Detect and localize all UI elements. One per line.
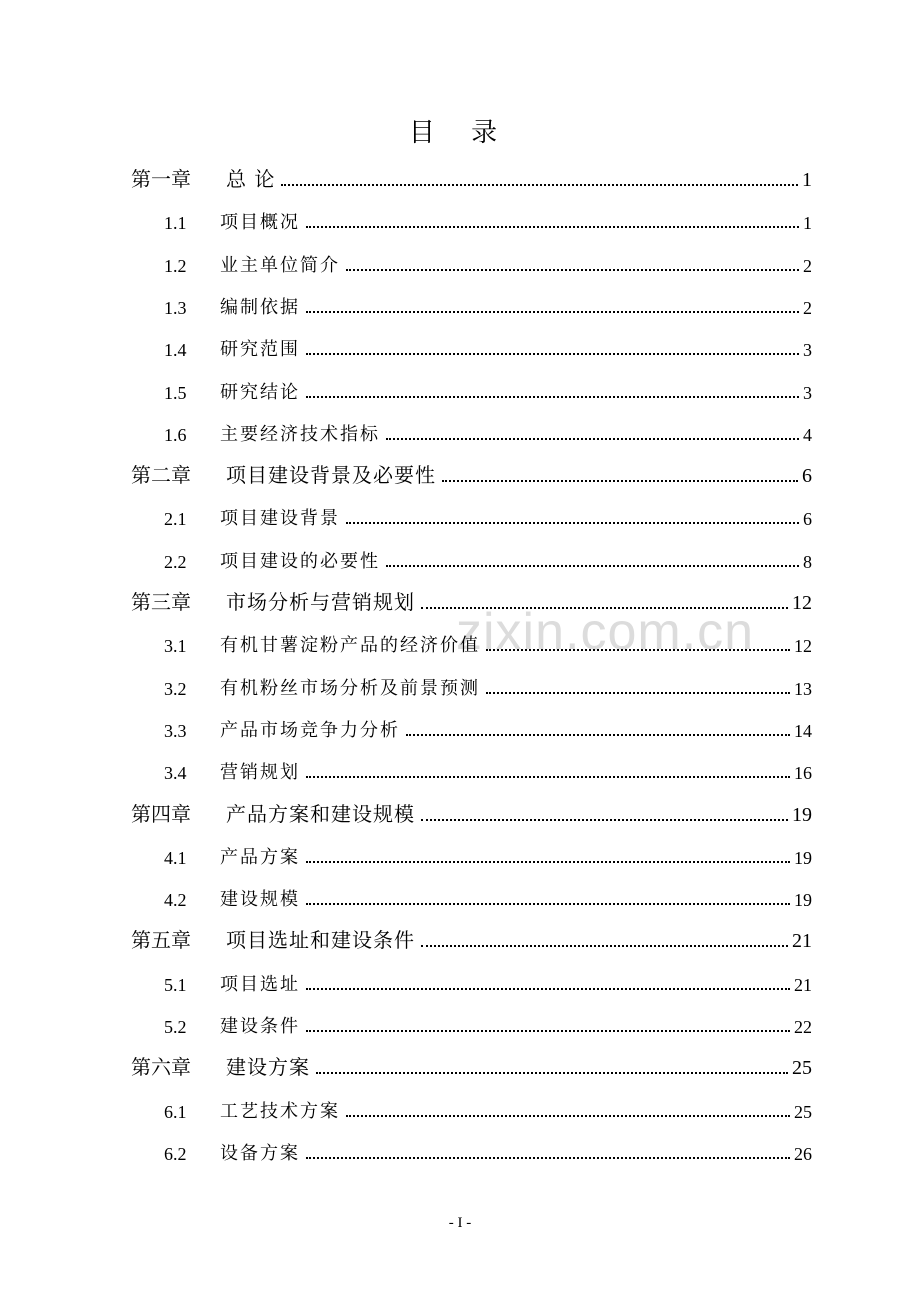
toc-entry-page: 6 [802,465,812,488]
toc-entry-number: 第三章 [131,590,191,614]
toc-entry-number: 3.4 [164,763,187,784]
dot-leader [306,902,790,905]
toc-entry-number: 5.1 [164,974,187,995]
toc-entry-label: 项目概况 [220,212,300,234]
dot-leader [346,521,799,524]
toc-entry-page: 4 [803,424,812,445]
toc-chapter-row[interactable] [131,921,812,953]
dot-leader [306,1156,790,1159]
toc-entry-label: 营销规划 [220,762,300,784]
toc-section-row[interactable] [164,202,812,234]
toc-entry-label: 产品方案和建设规模 [226,801,415,826]
toc-entry-label: 产品市场竞争力分析 [220,719,400,741]
toc-section-row[interactable] [164,414,812,446]
dot-leader [306,987,790,990]
toc-section-row[interactable] [164,752,812,784]
toc-entry-page: 21 [792,930,812,953]
toc-entry-label: 主要经济技术指标 [220,423,380,445]
toc-entry-label: 项目建设背景 [220,508,340,530]
dot-leader [306,395,799,398]
toc-section-row[interactable] [164,668,812,700]
toc-entry-page: 13 [794,678,812,699]
toc-entry-label: 建设条件 [220,1016,300,1037]
toc-entry-number: 6.1 [164,1101,187,1122]
toc-entry-number: 1.5 [164,382,187,403]
toc-entry-number: 1.1 [164,213,187,234]
toc-entry-page: 21 [794,974,812,995]
dot-leader [442,479,798,482]
toc-entry-label: 项目选址和建设条件 [226,928,415,953]
toc-entry-label: 总 论 [226,167,276,191]
dot-leader [406,733,790,736]
toc-entry-page: 1 [802,169,812,191]
toc-entry-page: 19 [794,847,812,868]
toc-entry-number: 2.1 [164,509,187,530]
dot-leader [386,437,799,440]
toc-entry-number: 3.1 [164,636,187,657]
toc-section-row[interactable] [164,879,812,911]
dot-leader [306,352,799,355]
toc-entry-number: 5.2 [164,1017,187,1037]
toc-entry-number: 1.2 [164,255,187,276]
toc-section-row[interactable] [164,964,812,996]
dot-leader [486,648,790,651]
toc-chapter-row[interactable] [131,160,812,192]
toc-section-row[interactable] [164,837,812,869]
toc-entry-number: 1.6 [164,424,187,445]
toc-entry-label: 建设方案 [226,1055,310,1080]
dot-leader [281,183,798,186]
toc-entry-page: 8 [803,551,812,572]
dot-leader [306,225,799,228]
dot-leader [421,818,788,821]
toc-section-row[interactable] [164,329,812,361]
toc-entry-number: 1.4 [164,340,187,361]
dot-leader [346,1114,790,1117]
toc-entry-page: 25 [792,1057,812,1080]
toc-entry-number: 第四章 [131,801,191,826]
toc-section-row[interactable] [164,710,812,742]
toc-entry-page: 22 [794,1017,812,1037]
toc-entry-number: 第六章 [131,1055,191,1080]
toc-entry-label: 编制依据 [220,296,300,318]
toc-entry-number: 1.3 [164,297,187,318]
toc-section-row[interactable] [164,372,812,404]
toc-section-row[interactable] [164,498,812,530]
toc-section-row[interactable] [164,625,812,657]
page-footer: - I - [448,1215,472,1231]
toc-section-row[interactable] [164,287,812,319]
dot-leader [421,606,788,609]
toc-chapter-row[interactable] [131,583,812,615]
toc-entry-label: 有机甘薯淀粉产品的经济价值 [220,635,480,657]
toc-section-row[interactable] [164,541,812,573]
toc-section-row[interactable] [164,1091,812,1123]
toc-entry-number: 4.2 [164,890,187,911]
toc-chapter-row[interactable] [131,456,812,488]
dot-leader [486,691,790,694]
dot-leader [306,775,790,778]
toc-entry-label: 项目选址 [220,973,300,995]
toc-entry-page: 2 [803,297,812,318]
dot-leader [421,944,788,947]
dot-leader [306,310,799,313]
toc-entry-page: 14 [794,720,812,741]
toc-section-row[interactable] [164,245,812,277]
toc-entry-label: 业主单位简介 [220,254,340,276]
toc-entry-label: 研究结论 [220,381,300,403]
toc-chapter-row[interactable] [131,1048,812,1080]
toc-entry-number: 第五章 [131,928,191,953]
toc-entry-label: 研究范围 [220,339,300,361]
toc-entry-number: 6.2 [164,1143,187,1164]
toc-entry-label: 项目建设的必要性 [220,550,380,572]
dot-leader [316,1071,788,1074]
toc-entry-page: 1 [803,213,812,234]
dot-leader [306,860,790,863]
toc-entry-page: 2 [803,255,812,276]
dot-leader [386,564,799,567]
toc-entry-label: 工艺技术方案 [220,1100,340,1122]
toc-entry-number: 4.1 [164,847,187,868]
toc-entry-page: 25 [794,1101,812,1122]
dot-leader [306,1029,790,1032]
toc-entry-number: 3.3 [164,720,187,741]
dot-leader [346,268,799,271]
watermark: zixin.com.cn [456,603,755,661]
toc-entry-page: 12 [794,636,812,657]
toc-entry-number: 第一章 [131,167,191,191]
toc-section-row[interactable] [164,1133,812,1165]
toc-section-row[interactable] [164,1006,812,1038]
toc-entry-label: 市场分析与营销规划 [226,590,415,614]
toc-entry-label: 产品方案 [220,846,300,868]
toc-entry-page: 19 [792,803,812,826]
toc-entry-page: 12 [792,592,812,614]
toc-entry-page: 16 [794,763,812,784]
toc-entry-page: 19 [794,890,812,911]
toc-entry-page: 26 [794,1143,812,1164]
toc-entry-number: 3.2 [164,678,187,699]
toc-entry-page: 3 [803,340,812,361]
toc-entry-label: 有机粉丝市场分析及前景预测 [220,677,480,699]
toc-entry-number: 第二章 [131,463,191,488]
toc-entry-page: 6 [803,509,812,530]
toc-title: 目 录 [408,118,512,148]
toc-entry-number: 2.2 [164,551,187,572]
toc-entry-label: 项目建设背景及必要性 [226,463,436,488]
toc-entry-page: 3 [803,382,812,403]
toc-chapter-row[interactable] [131,795,812,827]
toc-entry-label: 设备方案 [220,1142,300,1164]
toc-entry-label: 建设规模 [220,889,300,911]
